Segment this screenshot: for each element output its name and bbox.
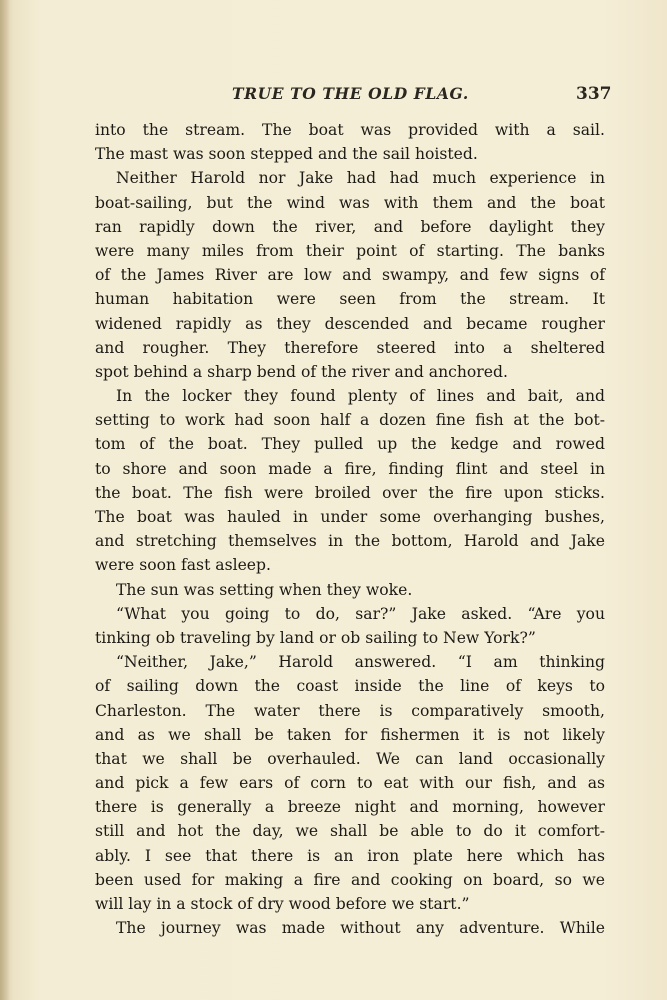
text-line: The mast was soon stepped and the sail hoisted.: [95, 145, 478, 164]
text-line: Neither Harold nor Jake had had much experience in: [116, 169, 605, 188]
text-line: will lay in a stock of dry wood before we start.”: [95, 895, 470, 913]
text-line: into the stream. The boat was provided with a sail.: [95, 121, 605, 139]
body-text: [95, 118, 605, 940]
text-line: there is generally a breeze night and morning, however: [95, 798, 605, 817]
text-line: “Neither, Jake,” Harold answered. “I am thinking: [116, 653, 605, 672]
text-line: setting to work had soon half a dozen fine fish at the bot-: [95, 411, 605, 430]
text-line: and rougher. They therefore steered into a sheltered: [95, 338, 605, 357]
text-line: widened rapidly as they descended and became rougher: [95, 314, 605, 333]
text-line: ably. I see that there is an iron plate here which has: [95, 846, 605, 865]
text-line: to shore and soon made a fire, finding flint and steel in: [95, 459, 605, 478]
text-line: and as we shall be taken for fishermen it is not likely: [95, 725, 605, 744]
text-line: the boat. The fish were broiled over the fire upon sticks.: [95, 483, 605, 502]
text-line: of sailing down the coast inside the line of keys to: [95, 677, 605, 696]
spine-shadow: [0, 0, 10, 1000]
text-line: tom of the boat. They pulled up the kedge and rowed: [95, 435, 605, 454]
text-line: The sun was setting when they woke.: [116, 580, 413, 599]
text-line: human habitation were seen from the stream. It: [95, 290, 605, 309]
text-line: In the locker they found plenty of lines and bait, and: [116, 387, 605, 406]
text-line: and pick a few ears of corn to eat with our fish, and as: [95, 774, 605, 793]
page-header: [0, 84, 667, 108]
page-number: 337: [576, 84, 612, 104]
text-line: were soon fast asleep.: [95, 556, 271, 575]
text-line: were many miles from their point of starting. The banks: [95, 241, 605, 260]
text-line: boat-sailing, but the wind was with them and the boat: [95, 193, 605, 212]
text-line: tinking ob traveling by land or ob sailing to New York?”: [95, 628, 536, 647]
text-line: that we shall be overhauled. We can land occasionally: [95, 749, 605, 768]
text-line: still and hot the day, we shall be able to do it comfort-: [95, 822, 605, 841]
text-line: of the James River are low and swampy, and few signs of: [95, 266, 605, 285]
text-line: The boat was hauled in under some overhanging bushes,: [95, 508, 605, 526]
text-line: and stretching themselves in the bottom, Harold and Jake: [95, 532, 605, 551]
text-line: been used for making a fire and cooking on board, so we: [95, 870, 605, 889]
text-line: ran rapidly down the river, and before daylight they: [95, 217, 605, 236]
text-line: The journey was made without any adventure. While: [116, 919, 605, 938]
text-line: spot behind a sharp bend of the river and anchored.: [95, 362, 508, 381]
text-line: Charleston. The water there is comparatively smooth,: [95, 701, 605, 720]
text-line: “What you going to do, sar?” Jake asked. “Are you: [116, 604, 605, 623]
running-title: TRUE TO THE OLD FLAG.: [232, 84, 469, 103]
